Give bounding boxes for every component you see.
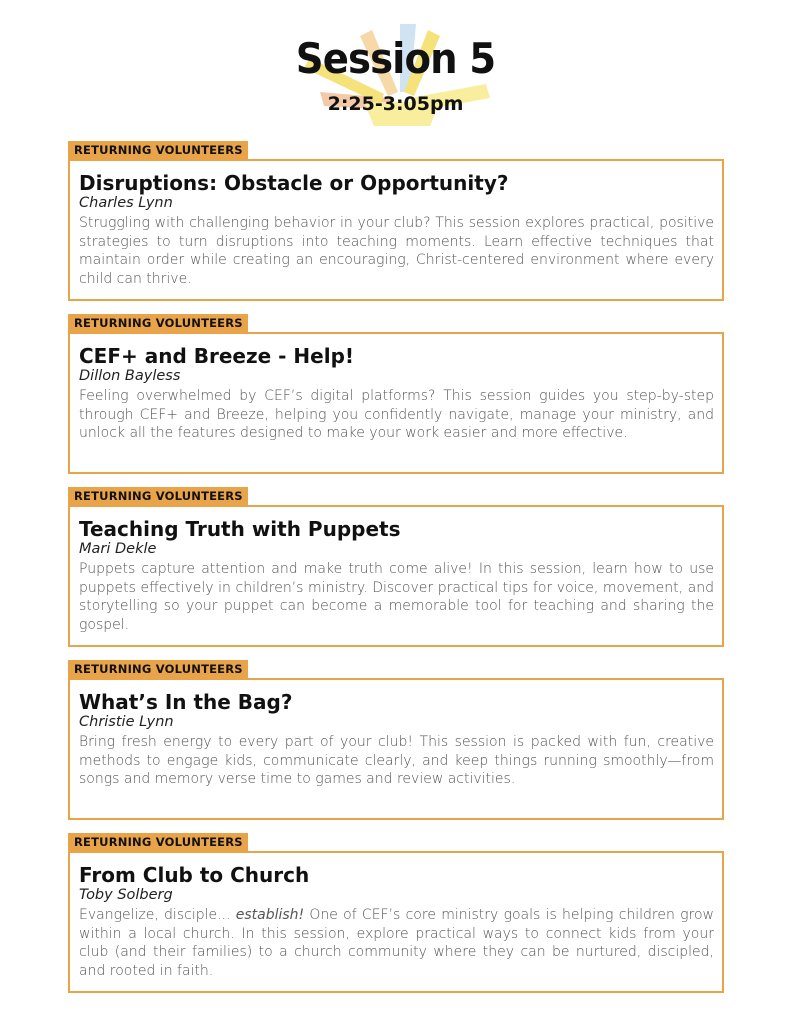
session-title: Session 5: [295, 34, 496, 83]
session-card-title: CEF+ and Breeze - Help!: [79, 344, 354, 368]
session-card-speaker: Mari Dekle: [79, 541, 157, 557]
session-card-speaker: Dillon Bayless: [79, 368, 181, 384]
session-card: [68, 678, 724, 820]
session-time: 2:25-3:05pm: [327, 93, 464, 115]
description-emphasis: establish!: [235, 907, 305, 923]
session-card: [68, 159, 724, 301]
session-card-title: Teaching Truth with Puppets: [79, 517, 401, 541]
session-card-description: [79, 906, 714, 980]
session-card-speaker: Charles Lynn: [79, 195, 173, 211]
audience-tag: RETURNING VOLUNTEERS: [68, 833, 248, 851]
session-card-description: Struggling with challenging behavior in your club? This session explores practical, positive strategies to turn disruptions into teaching moments. Learn effective techniques that maintain order while creating an encouraging, Christ-centered environment where every child can thrive.: [79, 215, 714, 287]
session-card-description: Feeling overwhelmed by CEF’s digital platforms? This session guides you step-by-step through CEF+ and Breeze, helping you confidently navigate, manage your ministry, and unlock all the features designed to make your work easier and more effective.: [79, 388, 714, 441]
audience-tag: RETURNING VOLUNTEERS: [68, 487, 248, 505]
description-lead: Evangelize, disciple...: [79, 907, 231, 923]
session-card-speaker: Toby Solberg: [79, 887, 173, 903]
session-card-description: Bring fresh energy to every part of your club! This session is packed with fun, creative methods to engage kids, communicate clearly, and keep things running smoothly—from songs and memory verse time to games and review activities.: [79, 734, 714, 787]
session-header: [0, 0, 791, 135]
audience-tag: RETURNING VOLUNTEERS: [68, 660, 248, 678]
session-card-title: What’s In the Bag?: [79, 690, 293, 714]
session-card-description: Puppets capture attention and make truth come alive! In this session, learn how to use puppets effectively in children’s ministry. Discover practical tips for voice, movement, and storytelling so your puppet can become a memorable tool for teaching and sharing the gospel.: [79, 561, 714, 633]
session-card-speaker: Christie Lynn: [79, 714, 174, 730]
audience-tag: RETURNING VOLUNTEERS: [68, 314, 248, 332]
session-card: [68, 505, 724, 647]
session-card-title: From Club to Church: [79, 863, 310, 887]
session-card-title: Disruptions: Obstacle or Opportunity?: [79, 171, 509, 195]
session-card: [68, 851, 724, 993]
session-card: [68, 332, 724, 474]
description-rest: One of CEF’s core ministry goals is helping children grow within a local church. In this session, explore practical ways to connect kids from your club (and their families) to a church community where they can be nurtured, discipled, and rooted in faith.: [79, 907, 714, 979]
audience-tag: RETURNING VOLUNTEERS: [68, 141, 248, 159]
